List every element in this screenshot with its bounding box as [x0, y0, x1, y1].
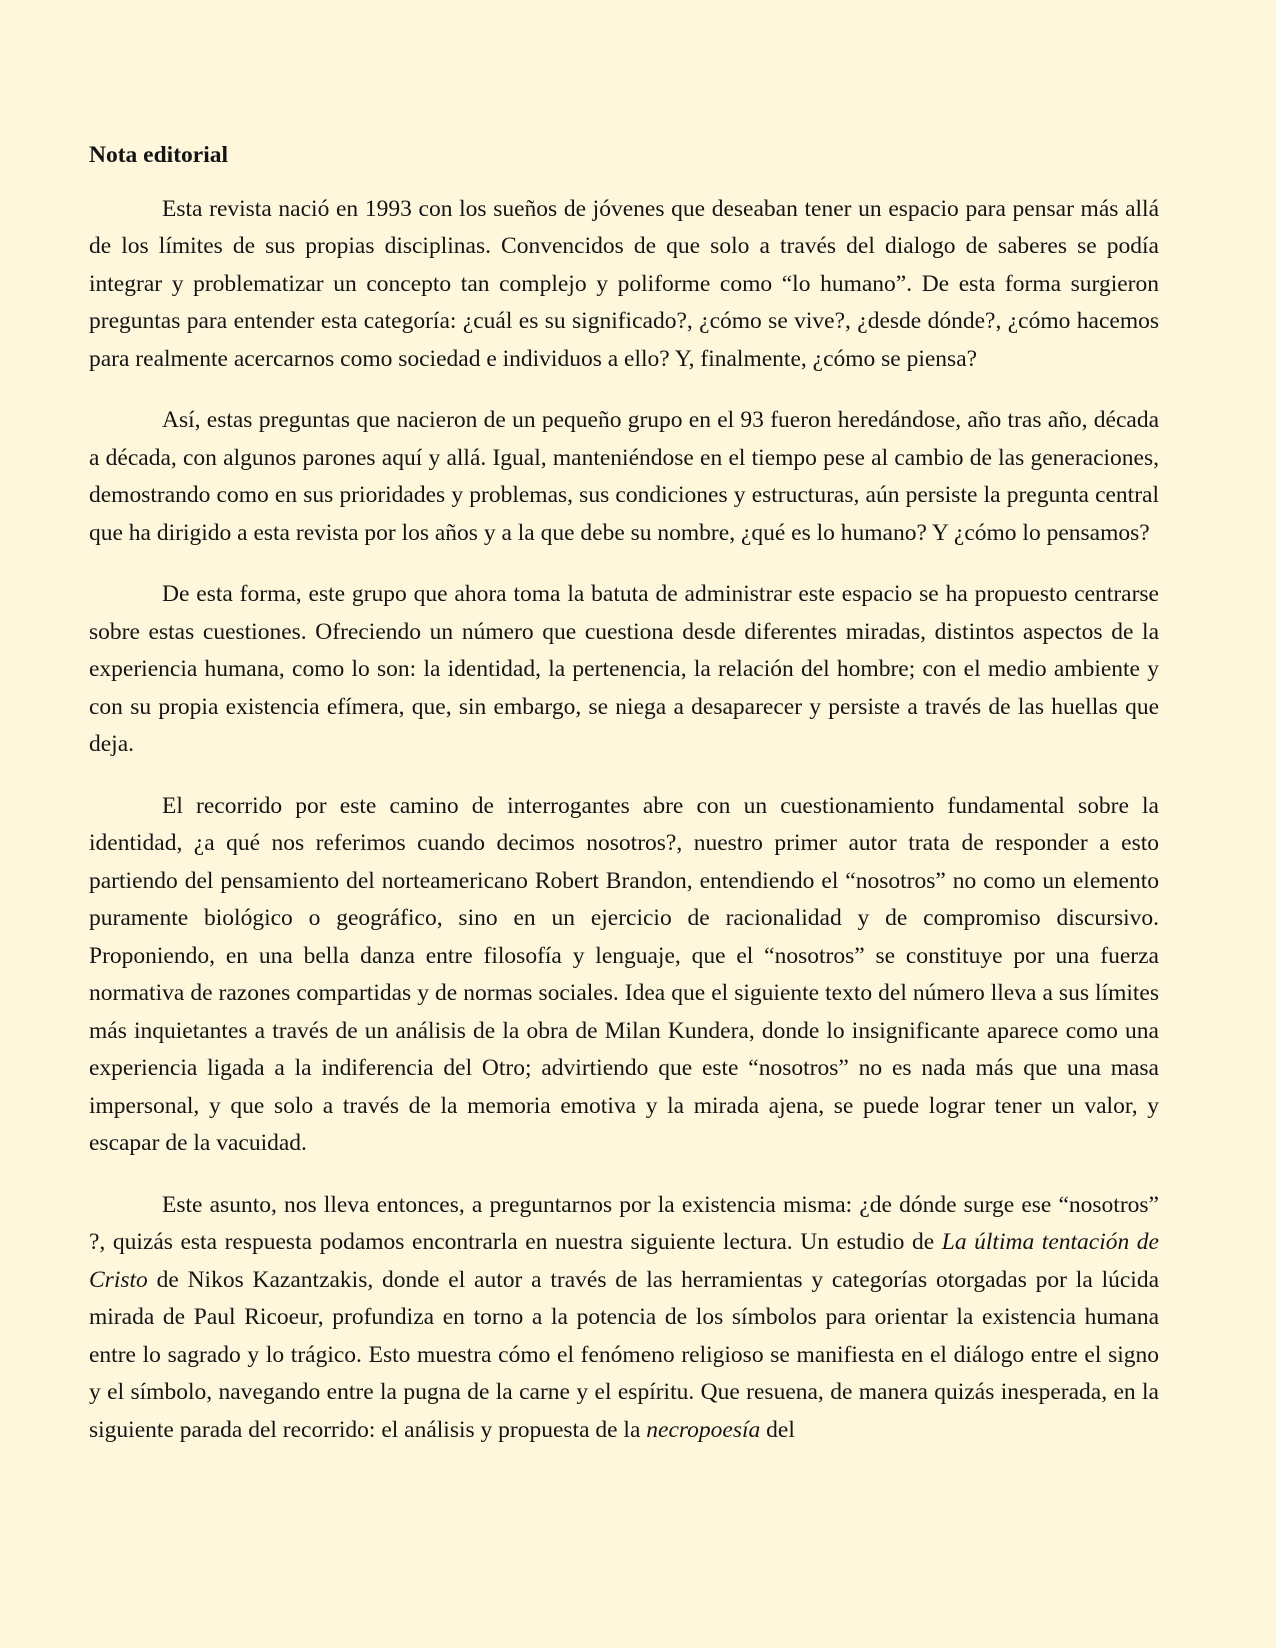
book-title: La última tentación de Cristo: [89, 1229, 1159, 1293]
paragraph-5: [89, 1187, 1159, 1450]
paragraph-2: [89, 402, 1159, 552]
paragraph-text: Así, estas preguntas que nacieron de un pequeño grupo en el 93 fueron heredándose, año tras año, década a década, con algunos parones aquí y allá. Igual, manteniéndose en el tiempo pese al cambio de las generaciones, demostrando como en sus prioridades y problemas, sus condiciones y estructuras, aún persiste la pregunta central que ha dirigido a esta revista por los años y a la que debe su nombre, ¿qué es lo humano? Y ¿cómo lo pensamos?: [89, 407, 1159, 546]
paragraph-text: del: [760, 1416, 795, 1443]
paragraph-text: Esta revista nació en 1993 con los sueños de jóvenes que deseaban tener un espacio para pensar más allá de los límites de sus propias disciplinas. Convencidos de que solo a través del dialogo de saberes se podía integrar y problematizar un concepto tan complejo y poliforme como “lo humano”. De esta forma surgieron preguntas para entender esta categoría: ¿cuál es su significado?, ¿cómo se vive?, ¿desde dónde?, ¿cómo hacemos para realmente acercarnos como sociedad e individuos a ello? Y, finalmente, ¿cómo se piensa?: [89, 195, 1159, 372]
paragraph-text: de Nikos Kazantzakis, donde el autor a través de las herramientas y categorías otorgadas por la lúcida mirada de Paul Ricoeur, profundiza en torno a la potencia de los símbolos para orientar la existencia humana entre lo sagrado y lo trágico. Esto muestra cómo el fenómeno religioso se manifiesta en el diálogo entre el signo y el símbolo, navegando entre la pugna de la carne y el espíritu. Que resuena, de manera quizás inesperada, en la siguiente parada del recorrido: el análisis y propuesta de la: [89, 1266, 1159, 1443]
paragraph-1: [89, 191, 1159, 379]
paragraph-4: [89, 788, 1159, 1163]
paragraph-3: [89, 576, 1159, 764]
italic-term: necropoesía: [646, 1416, 761, 1443]
paragraph-text: Este asunto, nos lleva entonces, a preguntarnos por la existencia misma: ¿de dónde surge ese “nosotros” ?, quizás esta respuesta podamos encontrarla en nuestra siguiente lectura. Un estudio de: [89, 1191, 1159, 1255]
paragraph-text: El recorrido por este camino de interrogantes abre con un cuestionamiento fundamental sobre la identidad, ¿a qué nos referimos cuando decimos nosotros?, nuestro primer autor trata de responder a esto partiendo del pensamiento del norteamericano Robert Brandon, entendiendo el “nosotros” no como un elemento puramente biológico o geográfico, sino en un ejercicio de racionalidad y de compromiso discursivo. Proponiendo, en una bella danza entre filosofía y lenguaje, que el “nosotros” se constituye por una fuerza normativa de razones compartidas y de normas sociales. Idea que el siguiente texto del número lleva a sus límites más inquietantes a través de un análisis de la obra de Milan Kundera, donde lo insignificante aparece como una experiencia ligada a la indiferencia del Otro; advirtiendo que este “nosotros” no es nada más que una masa impersonal, y que solo a través de la memoria emotiva y la mirada ajena, se puede lograr tener un valor, y escapar de la vacuidad.: [89, 792, 1159, 1156]
paragraph-text: De esta forma, este grupo que ahora toma la batuta de administrar este espacio se ha propuesto centrarse sobre estas cuestiones. Ofreciendo un número que cuestiona desde diferentes miradas, distintos aspectos de la experiencia humana, como lo son: la identidad, la pertenencia, la relación del hombre; con el medio ambiente y con su propia existencia efímera, que, sin embargo, se niega a desaparecer y persiste a través de las huellas que deja.: [89, 581, 1159, 757]
document-page: [89, 137, 1159, 1473]
page-title: Nota editorial: [89, 142, 229, 168]
